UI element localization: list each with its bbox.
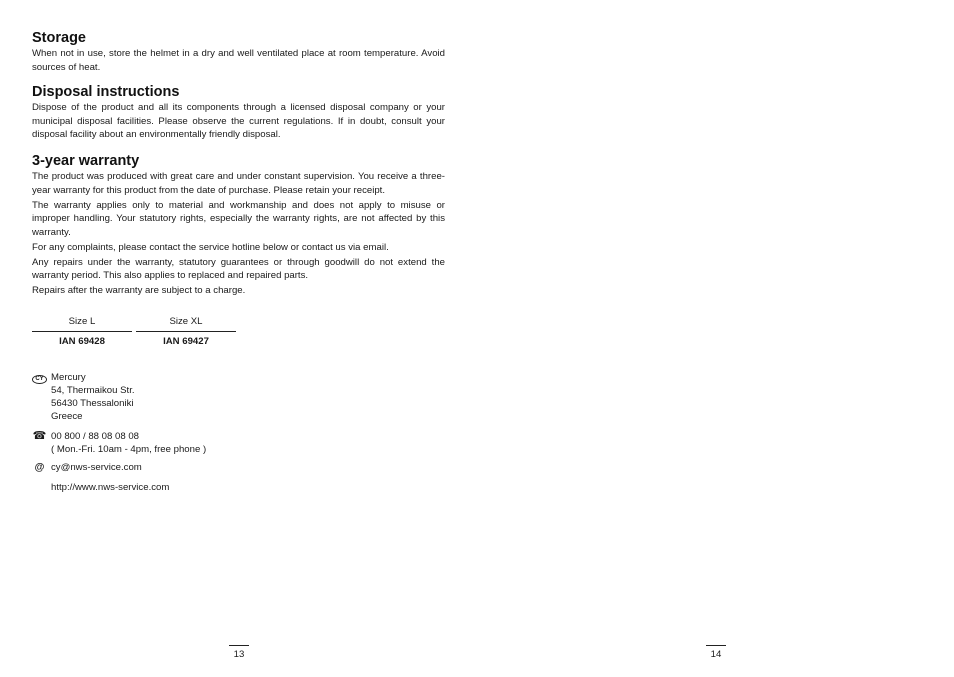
warranty-paragraph: Repairs after the warranty are subject to a charge. (32, 285, 246, 296)
address-line: Greece (51, 411, 83, 422)
ian-column-size-xl (136, 315, 236, 348)
storage-heading: Storage (32, 30, 86, 46)
page-number-left: 13 (229, 645, 249, 661)
page-number-rule (706, 645, 726, 646)
warranty-paragraph: Any repairs under the warranty, statutory guarantees or through goodwill do not extend the warranty period. This also applies to replaced and repaired parts. (32, 256, 445, 281)
warranty-paragraph: For any complaints, please contact the service hotline below or contact us via email. (32, 241, 389, 253)
warranty-section (32, 153, 445, 298)
storage-section (32, 30, 445, 74)
warranty-heading: 3-year warranty (32, 153, 140, 169)
storage-text: When not in use, store the helmet in a dry and well ventilated place at room temperature. Avoid sources of heat. (32, 48, 445, 73)
at-icon: @ (34, 462, 45, 473)
phone-hours: ( Mon.-Fri. 10am - 4pm, free phone ) (51, 444, 207, 455)
warranty-paragraph: The product was produced with great care and under constant supervision. You receive a three-year warranty for this product from the date of purchase. Please retain your receipt. (32, 171, 445, 196)
address-line: Mercury (51, 372, 86, 383)
size-label: Size XL (136, 315, 236, 332)
address-line: 56430 Thessaloniki (51, 398, 134, 409)
disposal-text: Dispose of the product and all its components through a licensed disposal company or your municipal disposal facilities. Please observe the current regulations. If in doubt, consult your disposal facility about an environmentally friendly disposal. (32, 102, 445, 140)
disposal-section (32, 84, 445, 142)
disposal-heading: Disposal instructions (32, 84, 180, 100)
email-link[interactable]: cy@nws-service.com (51, 462, 142, 473)
page-number-right: 14 (706, 645, 726, 661)
phone-number[interactable]: 00 800 / 88 08 08 08 (51, 431, 140, 442)
ian-code: IAN 69427 (163, 336, 209, 347)
ian-code: IAN 69428 (59, 336, 105, 347)
address-line: 54, Thermaikou Str. (51, 385, 135, 396)
phone-icon: ☎ (32, 430, 47, 442)
website-link[interactable]: http://www.nws-service.com (51, 482, 170, 493)
warranty-paragraph: The warranty applies only to material and workmanship and does not apply to misuse or improper handling. Your statutory rights, especially the warranty rights, are not affected by this warranty. (32, 199, 445, 238)
page-number-rule (229, 645, 249, 646)
ian-column-size-l (32, 315, 132, 348)
address-block (51, 371, 135, 423)
size-label: Size L (32, 315, 132, 332)
country-badge-icon: CY (32, 371, 47, 384)
